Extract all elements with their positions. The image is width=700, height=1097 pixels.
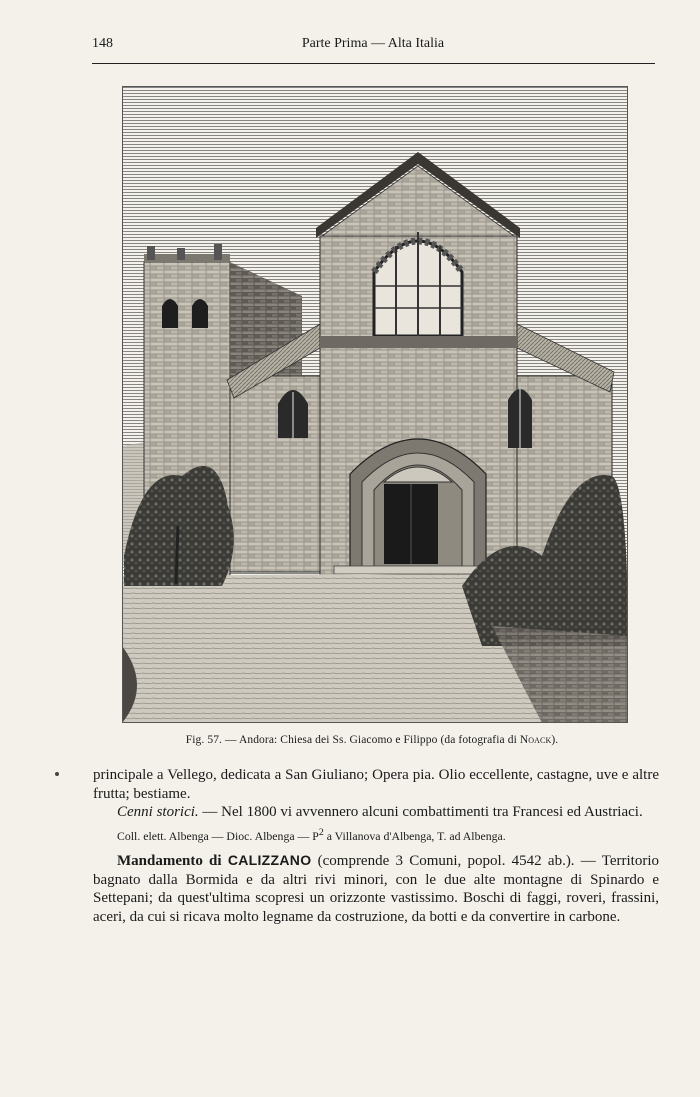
admin-details-b: a Villanova d'Albenga, T. ad Albenga. — [323, 828, 506, 843]
page-header — [92, 34, 654, 56]
church-engraving — [122, 86, 628, 723]
historical-notes-label: Cenni storici. — [117, 804, 199, 820]
caption-label: Fig. 57. — — [185, 734, 237, 746]
header-rule — [92, 63, 655, 64]
margin-dot — [55, 772, 59, 776]
running-title: Parte Prima — Alta Italia — [301, 36, 445, 51]
paragraph-admin-details — [93, 825, 659, 844]
paragraph-continuation: principale a Vellego, dedicata a San Giuliano; Opera pia. Olio eccellente, castagne, uve e altre frutta; bestiame. — [93, 767, 659, 802]
figure-caption — [92, 734, 652, 746]
paragraph-calizzano — [93, 851, 659, 926]
body-text — [93, 766, 659, 926]
calizzano-name: CALIZZANO — [227, 852, 312, 869]
calizzano-label: Mandamento di — [117, 853, 228, 870]
church-engraving-illustration — [122, 86, 628, 723]
caption-credit: Noack — [519, 734, 552, 746]
calizzano-text: (comprende 3 Comuni, popol. 4542 ab.). — Territorio bagnato dalla Bormida e da altri rivi minori, con le due alte montagne di Spinardo e Settepani; da quest'ultima scopresi un orizzonte vastissimo. Boschi di faggi, roveri, frassini, aceri, da cui si ricava molto legname da costruzione, da botti e da convertire in carbone. — [93, 853, 660, 925]
admin-details-a: Coll. elett. Albenga — Dioc. Albenga — P — [117, 828, 319, 843]
caption-text: Andora: Chiesa dei Ss. Giacomo e Filippo (da fotografia di — [236, 734, 520, 746]
page-number: 148 — [92, 36, 113, 51]
historical-notes-text: — Nel 1800 vi avvennero alcuni combattimenti tra Francesi ed Austriaci. — [198, 804, 643, 820]
caption-end: ). — [551, 734, 559, 746]
admin-details-sup: 2 — [318, 826, 324, 838]
paragraph-historical-notes — [93, 803, 659, 822]
